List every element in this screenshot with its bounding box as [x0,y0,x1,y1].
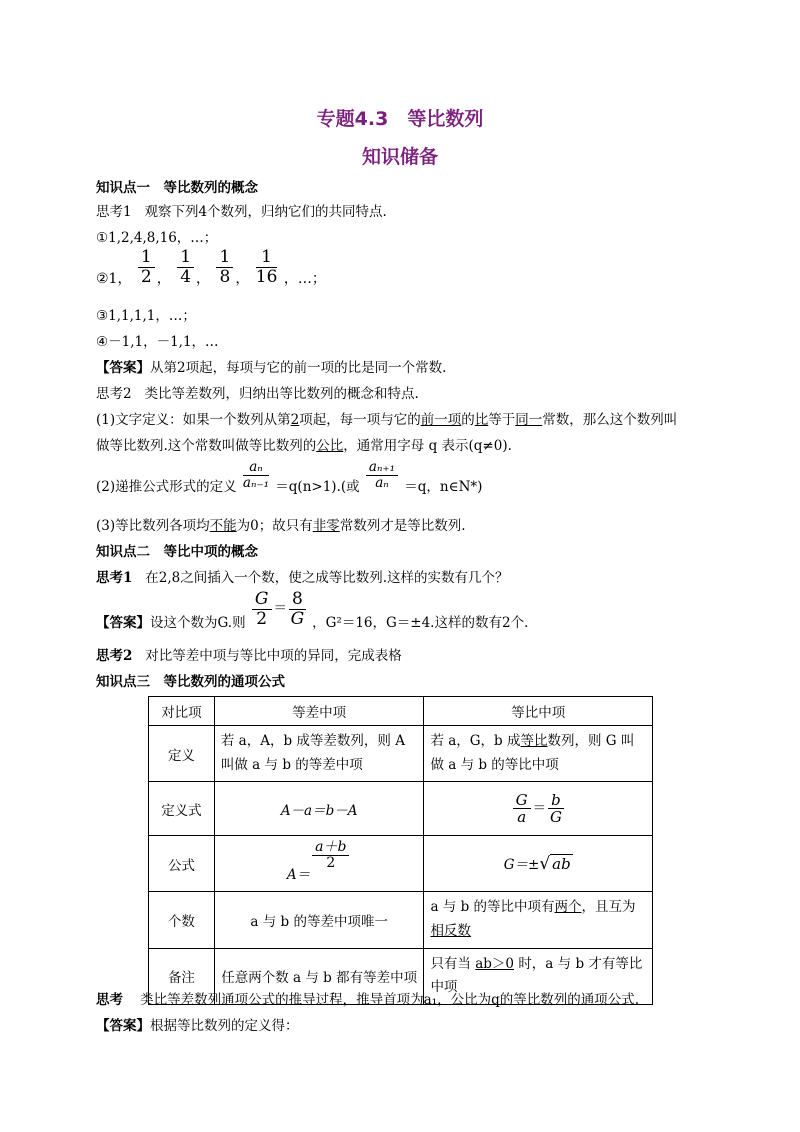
think1-text: 观察下列4个数列，归纳它们的共同特点. [144,204,387,220]
header-arith: 等差中项 [214,697,424,726]
think1-line [96,200,387,220]
answer-label: 【答案】 [96,360,150,376]
blank-common-ratio: 公比 [316,438,344,454]
blank-same: 同一 [515,412,543,428]
seq4: ④－1,1，－1,1，… [96,334,219,350]
section2-heading: 知识点二 等比中项的概念 [96,544,258,560]
page-subtitle: 知识储备 [361,146,438,168]
table-header-row [149,697,653,726]
table-row: 定义 若 a，A，b 成等差数列，则 A 叫做 a 与 b 的等差中项 若 a，G，b 成等比数列，则 G 叫做 a 与 b 的等比中项 [149,726,653,782]
answer1-line [96,356,446,376]
s2-think2-line: 思考2 对比等差中项与等比中项的异同，完成表格 [96,648,402,664]
rec-frac-2: $\frac{\text{aₙ₊₁}}{\text{aₙ}}$ [366,460,398,491]
section1-heading: 知识点一 等比数列的概念 [96,180,258,196]
s2-think1-line: 思考1 在2,8之间插入一个数，使之成等比数列.这样的实数有几个？ [96,570,509,586]
page-title: 专题4.3 等比数列 [316,108,484,130]
think1-label: 思考1 [96,204,132,220]
rec-frac-1: $\frac{\text{aₙ}}{\text{aₙ₋₁}}$ [242,459,269,491]
footer-answer-line: 【答案】根据等比数列的定义得： [96,1018,299,1034]
think2-line [96,382,419,402]
seq2: ②1， $\frac{1}{2}$ ， $\frac{1}{4}$ ， $\frac{1}{8}$ ， $\frac{1}{16}$ ，…； [96,247,326,288]
answer1-text: 从第2项起，每项与它的前一项的比是同一个常数. [150,360,447,376]
blank-cannot: 不能 [209,518,237,534]
header-item: 对比项 [149,697,215,726]
blank-2: 2 [290,412,300,428]
definition-line1: (1)文字定义：如果一个数列从第2项起，每一项与它的前一项的比等于同一常数，那么这个数列叫 [96,412,678,428]
footer-think-line: 思考 类比等差数列通项公式的推导过程，推导首项为a₁，公比为q的等比数列的通项公式. [96,992,640,1008]
seq2-frac-1: $\frac{1}{2}$ [138,248,155,286]
seq2-frac-4: $\frac{1}{16}$ [255,247,278,287]
table-row: 公式 A＝ $\frac{a+b}{2}$ G＝±√ ab [149,836,653,892]
definition-line2: 做等比数列.这个常数叫做等比数列的公比，通常用字母 q 表示(q≠0). [96,438,512,454]
think2-text: 类比等差数列，归纳出等比数列的概念和特点. [144,386,419,402]
table-row: 备注 任意两个数 a 与 b 都有等差中项 只有当 ab＞0 时，a 与 b 才有等比中项 [149,948,653,1004]
comparison-table [148,696,653,1005]
seq1: ①1,2,4,8,16，…； [96,230,218,246]
header-geo: 等比中项 [424,697,653,726]
blank-prev: 前一项 [420,412,462,428]
recurrence-line: (2)递推公式形式的定义 $\frac{\text{aₙ}}{\text{aₙ₋₁}}$ ＝q(n>1).(或 $\frac{\text{aₙ₊₁}}{\text{aₙ}}$ ＝q，n∈N*) [96,459,483,495]
frac-8-g: $\frac{8}{G}$ [290,589,305,629]
blank-nonzero: 非零 [312,518,340,534]
seq2-suffix: ，…； [283,271,326,288]
s2-answer-line: 【答案】设这个数为G.则 $\frac{G}{2}$ ＝ $\frac{8}{G}$ ，G²＝16，G＝±4.这样的数有2个. [96,589,529,631]
seq2-frac-2: $\frac{1}{4}$ [177,248,194,286]
table-row: 定义式 A－a＝b－A $\frac{G}{a}$ ＝ $\frac{b}{G}$ [149,782,653,836]
rule3-line: (3)等比数列各项均不能为0；故只有非零常数列才是等比数列. [96,518,466,534]
sqrt-ab: ab [552,855,571,874]
frac-g-2: $\frac{G}{2}$ [252,590,272,628]
seq2-frac-3: $\frac{1}{8}$ [216,248,233,286]
think2-label: 思考2 [96,386,132,402]
seq3: ③1,1,1,1，…； [96,308,196,324]
blank-ratio: 比 [474,412,489,428]
table-row: 个数 a 与 b 的等差中项唯一 a 与 b 的等比中项有两个，且互为 相反数 [149,892,653,948]
section3-heading: 知识点三 等比数列的通项公式 [96,674,285,690]
seq2-prefix: ②1， [96,271,132,288]
